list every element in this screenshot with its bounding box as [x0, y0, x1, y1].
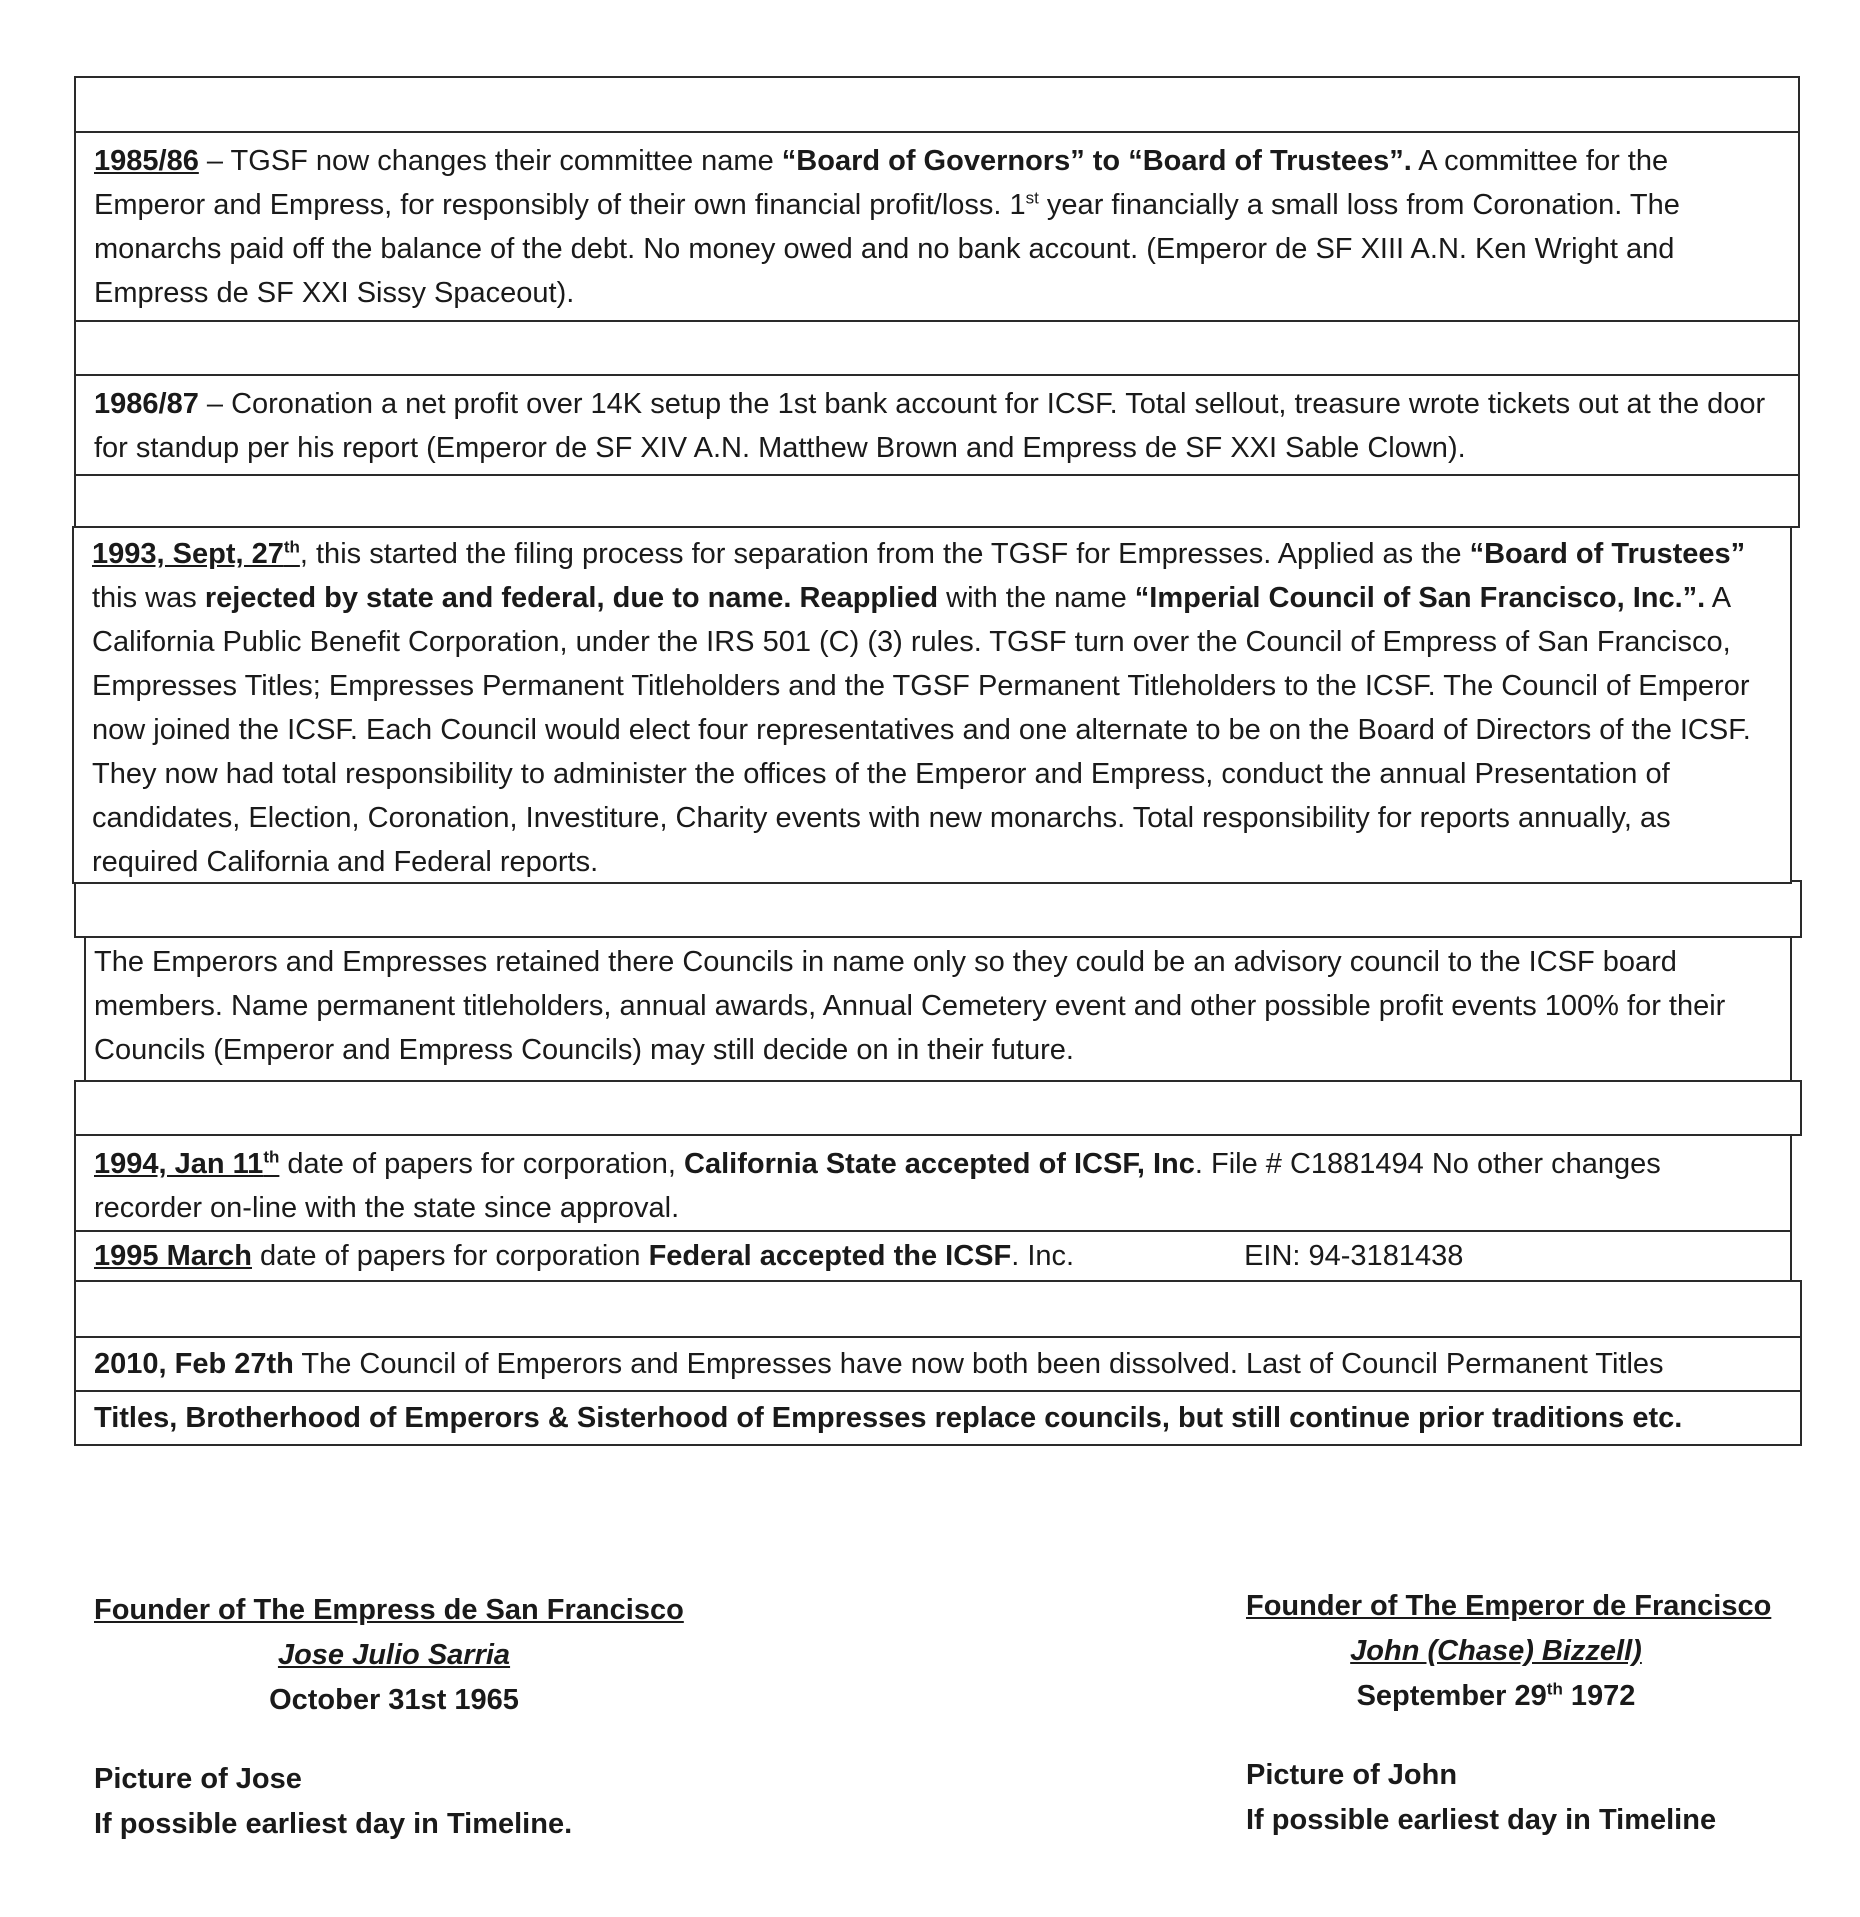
- entry-1993: 1993, Sept, 27th, this started the filing process for separation from the TGSF for Empresses. Applied as the “Board of Trustees” this was rejected by state and federal, due to name. Reapplied with the name “Imperial Council of San Francisco, Inc.”. A California Public Benefit Corporation, under the IRS 501 (C) (3) rules. TGSF turn over the Council of Empress of San Francisco, Empresses Titles; Empresses Permanent Titleholders and the TGSF Permanent Titleholders to the ICSF. The Council of Emperor now joined the ICSF. Each Council would elect four representatives and one alternate to be on the Board of Directors of the ICSF. They now had total responsibility to administer the offices of the Emperor and Empress, conduct the annual Presentation of candidates, Election, Coronation, Investiture, Charity events with new monarchs. Total responsibility for reports annually, as required California and Federal reports.: [72, 526, 1792, 884]
- entry-date: 2010, Feb 27th: [94, 1348, 294, 1380]
- founder-empress: [94, 1588, 694, 1847]
- entry-1995: 1995 March date of papers for corporation Federal accepted the ICSF. Inc. EIN: 94-3181438: [74, 1230, 1792, 1282]
- founder-heading: Founder of The Empress de San Francisco: [94, 1594, 684, 1626]
- spacer-row-2: [74, 320, 1800, 376]
- entry-2010: 2010, Feb 27th The Council of Emperors and Empresses have now both been dissolved. Last of Council Permanent Titles: [74, 1336, 1802, 1392]
- entry-advisory-councils: The Emperors and Empresses retained there Councils in name only so they could be an advisory council to the ICSF board members. Name permanent titleholders, annual awards, Annual Cemetery event and other possible profit events 100% for their Councils (Emperor and Empress Councils) may still decide on in their future.: [84, 936, 1792, 1082]
- entry-1985-86: 1985/86 – TGSF now changes their committee name “Board of Governors” to “Board of Trustees”. A committee for the Emperor and Empress, for responsibly of their own financial profit/loss. 1st year financially a small loss from Coronation. The monarchs paid off the balance of the debt. No money owed and no bank account. (Emperor de SF XIII A.N. Ken Wright and Empress de SF XXI Sissy Spaceout).: [74, 131, 1800, 322]
- spacer-row-6: [74, 1280, 1802, 1338]
- founder-name: Jose Julio Sarria: [277, 1639, 511, 1671]
- entry-date: 1986/87: [94, 388, 199, 420]
- entry-1986-87: 1986/87 – Coronation a net profit over 14K setup the 1st bank account for ICSF. Total sellout, treasure wrote tickets out at the door for standup per his report (Emperor de SF XIV A.N. Matthew Brown and Empress de SF XXI Sable Clown).: [74, 374, 1800, 476]
- founder-emperor: [1246, 1584, 1786, 1843]
- picture-placeholder: Picture of John: [1246, 1759, 1458, 1791]
- spacer-row-3: [74, 474, 1800, 528]
- founder-heading: Founder of The Emperor de Francisco: [1246, 1590, 1772, 1622]
- ein-number: EIN: 94-3181438: [1244, 1240, 1464, 1272]
- spacer-row-1: [74, 76, 1800, 133]
- founder-date: September 29th 1972: [1356, 1679, 1636, 1712]
- founder-name: John (Chase) Bizzell): [1350, 1635, 1642, 1667]
- spacer-row-5: [74, 1080, 1802, 1136]
- entry-date: 1994, Jan 11th: [94, 1147, 280, 1180]
- picture-note: If possible earliest day in Timeline: [1246, 1804, 1717, 1836]
- entry-date: 1993, Sept, 27th: [92, 537, 300, 570]
- entry-1994: 1994, Jan 11th date of papers for corporation, California State accepted of ICSF, Inc. File # C1881494 No other changes recorder on-line with the state since approval.: [74, 1134, 1792, 1232]
- entry-titles-brotherhood: Titles, Brotherhood of Emperors & Sisterhood of Empresses replace councils, but still continue prior traditions etc.: [74, 1390, 1802, 1446]
- entry-date: 1995 March: [94, 1240, 252, 1272]
- picture-note: If possible earliest day in Timeline.: [94, 1808, 573, 1840]
- spacer-row-4: [74, 880, 1802, 938]
- picture-placeholder: Picture of Jose: [94, 1763, 302, 1795]
- entry-date: 1985/86: [94, 145, 199, 177]
- founder-date: October 31st 1965: [269, 1684, 519, 1716]
